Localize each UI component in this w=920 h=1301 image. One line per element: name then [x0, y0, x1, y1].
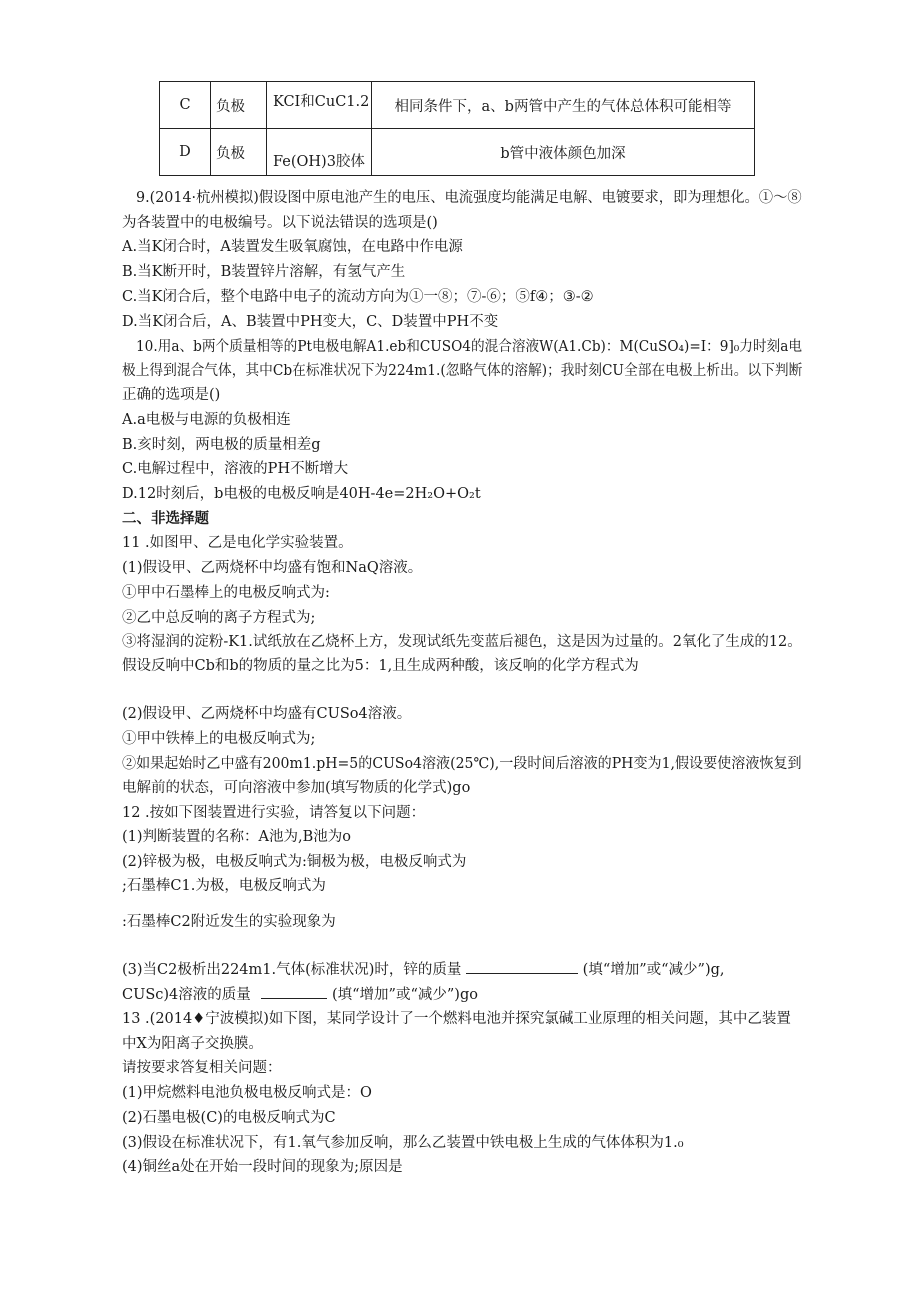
q12-part3-text: (填“增加”或“减少”)g, — [582, 962, 725, 978]
q10-option-d: D.12时刻后，b电极的电极反响是40H-4e=2H₂O+O₂t — [122, 486, 481, 502]
table-row — [160, 129, 755, 176]
q9-stem-line2: 为各装置中的电极编号。以下说法错误的选项是() — [122, 215, 438, 231]
q12-part3-line2 — [122, 984, 478, 1005]
row-label: D — [160, 129, 211, 176]
q10-option-a: A.a电极与电源的负极相连 — [122, 412, 291, 428]
q9-option-b: B.当K断开时，B装置锌片溶解，有氢气产生 — [122, 264, 406, 280]
q12-part3-text: (3)当C2极析出224m1.气体(标准状况)时，锌的质量 — [122, 962, 462, 978]
q13-part4: (4)铜丝a处在开始一段时间的现象为;原因是 — [122, 1159, 403, 1175]
q11-part2-b-line2: 电解前的状态，可向溶液中参加(填写物质的化学式)go — [122, 780, 471, 796]
q13-stem-line1: 13 .(2014♦宁波模拟)如下图，某同学设计了一个燃料电池并探究氯碱工业原理的相关问题，其中乙装置 — [122, 1011, 791, 1027]
q11-part1-c-line2: 假设反响中Cb和b的物质的量之比为5：1,且生成两种酸，该反响的化学方程式为 — [122, 658, 639, 674]
q13-part1: (1)甲烷燃料电池负极电极反响式是：O — [122, 1085, 372, 1101]
q13-stem-line2: 中X为阳离子交换膜。 — [122, 1036, 263, 1052]
q12-part2-b: ;石墨棒C1.为极，电极反响式为 — [122, 878, 326, 894]
q11-part2-a: ①甲中铁棒上的电极反响式为; — [122, 731, 316, 747]
q11-part1-b: ②乙中总反响的离子方程式为; — [122, 610, 316, 626]
q11-part2-b-line1: ②如果起始时乙中盛有200m1.pH=5的CUSo4溶液(25℃),一段时间后溶液的PH变为1,假设要使溶液恢复到 — [122, 756, 802, 772]
q12-part2-c: :石墨棒C2附近发生的实验现象为 — [122, 914, 336, 930]
q9-stem-line1: 9.(2014·杭州模拟)假设图中原电池产生的电压、电流强度均能满足电解、电镀要求，即为理想化。①～⑧ — [136, 190, 802, 206]
q10-stem-line1: 10.用a、b两个质量相等的Pt电极电解A1.eb和CUSO4的混合溶液W(A1.Cb)：M(CuSO₄)=I：9]₀力时刻a电 — [136, 339, 802, 355]
q12-part2: (2)锌极为极，电极反响式为:铜极为极，电极反响式为 — [122, 854, 467, 870]
q10-option-b: B.亥时刻，两电极的质量相差g — [122, 437, 321, 453]
q12-part3-text: CUSc)4溶液的质量 — [122, 987, 251, 1003]
q11-part1-a: ①甲中石墨棒上的电极反响式为: — [122, 585, 330, 601]
q10-stem-line3: 正确的选项是() — [122, 387, 221, 403]
row-result: b管中液体颜色加深 — [372, 129, 755, 176]
q13-part2: (2)石墨电极(C)的电极反响式为C — [122, 1110, 336, 1126]
q9-option-d: D.当K闭合后，A、B装置中PH变大，C、D装置中PH不变 — [122, 314, 499, 330]
row-result: 相同条件下，a、b两管中产生的气体总体积可能相等 — [372, 82, 755, 129]
q11-part1: (1)假设甲、乙两烧杯中均盛有饱和NaQ溶液。 — [122, 560, 423, 576]
q11-part2: (2)假设甲、乙两烧杯中均盛有CUSo4溶液。 — [122, 706, 412, 722]
answer-blank[interactable] — [466, 959, 578, 974]
q9-option-a: A.当K闭合时，A装置发生吸氧腐蚀，在电路中作电源 — [122, 239, 463, 255]
section-heading: 二、非选择题 — [122, 510, 209, 527]
row-label: C — [160, 82, 211, 129]
row-pole: 负极 — [211, 82, 267, 129]
q12-part3-text: (填“增加”或“减少”)go — [331, 987, 478, 1003]
row-solution: Fe(OH)3胶体 — [267, 129, 372, 176]
q11-part1-c-line1: ③将湿润的淀粉-K1.试纸放在乙烧杯上方，发现试纸先变蓝后褪色，这是因为过量的。2氧化了生成的12。 — [122, 634, 802, 650]
q12-part3-line1 — [122, 959, 725, 980]
q11-stem: 11 .如图甲、乙是电化学实验装置。 — [122, 535, 353, 551]
q13-request: 请按要求答复相关问题： — [122, 1060, 282, 1076]
table-row — [160, 82, 755, 129]
answer-blank[interactable] — [261, 984, 327, 999]
q12-part1: (1)判断装置的名称：A池为,B池为o — [122, 829, 352, 845]
q12-stem: 12 .按如下图装置进行实验，请答复以下问题： — [122, 805, 426, 821]
options-table — [159, 81, 755, 176]
q13-part3: (3)假设在标准状况下，有1.氧气参加反响，那么乙装置中铁电极上生成的气体体积为1.₀ — [122, 1135, 684, 1151]
q9-option-c: C.当K闭合后，整个电路中电子的流动方向为①一⑧；⑦-⑥；⑤f④；③-② — [122, 289, 594, 305]
row-pole: 负极 — [211, 129, 267, 176]
q10-stem-line2: 极上得到混合气体，其中Cb在标准状况下为224m1.(忽略气体的溶解)；我时刻CU全部在电极上析出。以下判断 — [122, 363, 803, 379]
q10-option-c: C.电解过程中，溶液的PH不断增大 — [122, 461, 349, 477]
row-solution: KCI和CuC1.2 — [267, 82, 372, 129]
